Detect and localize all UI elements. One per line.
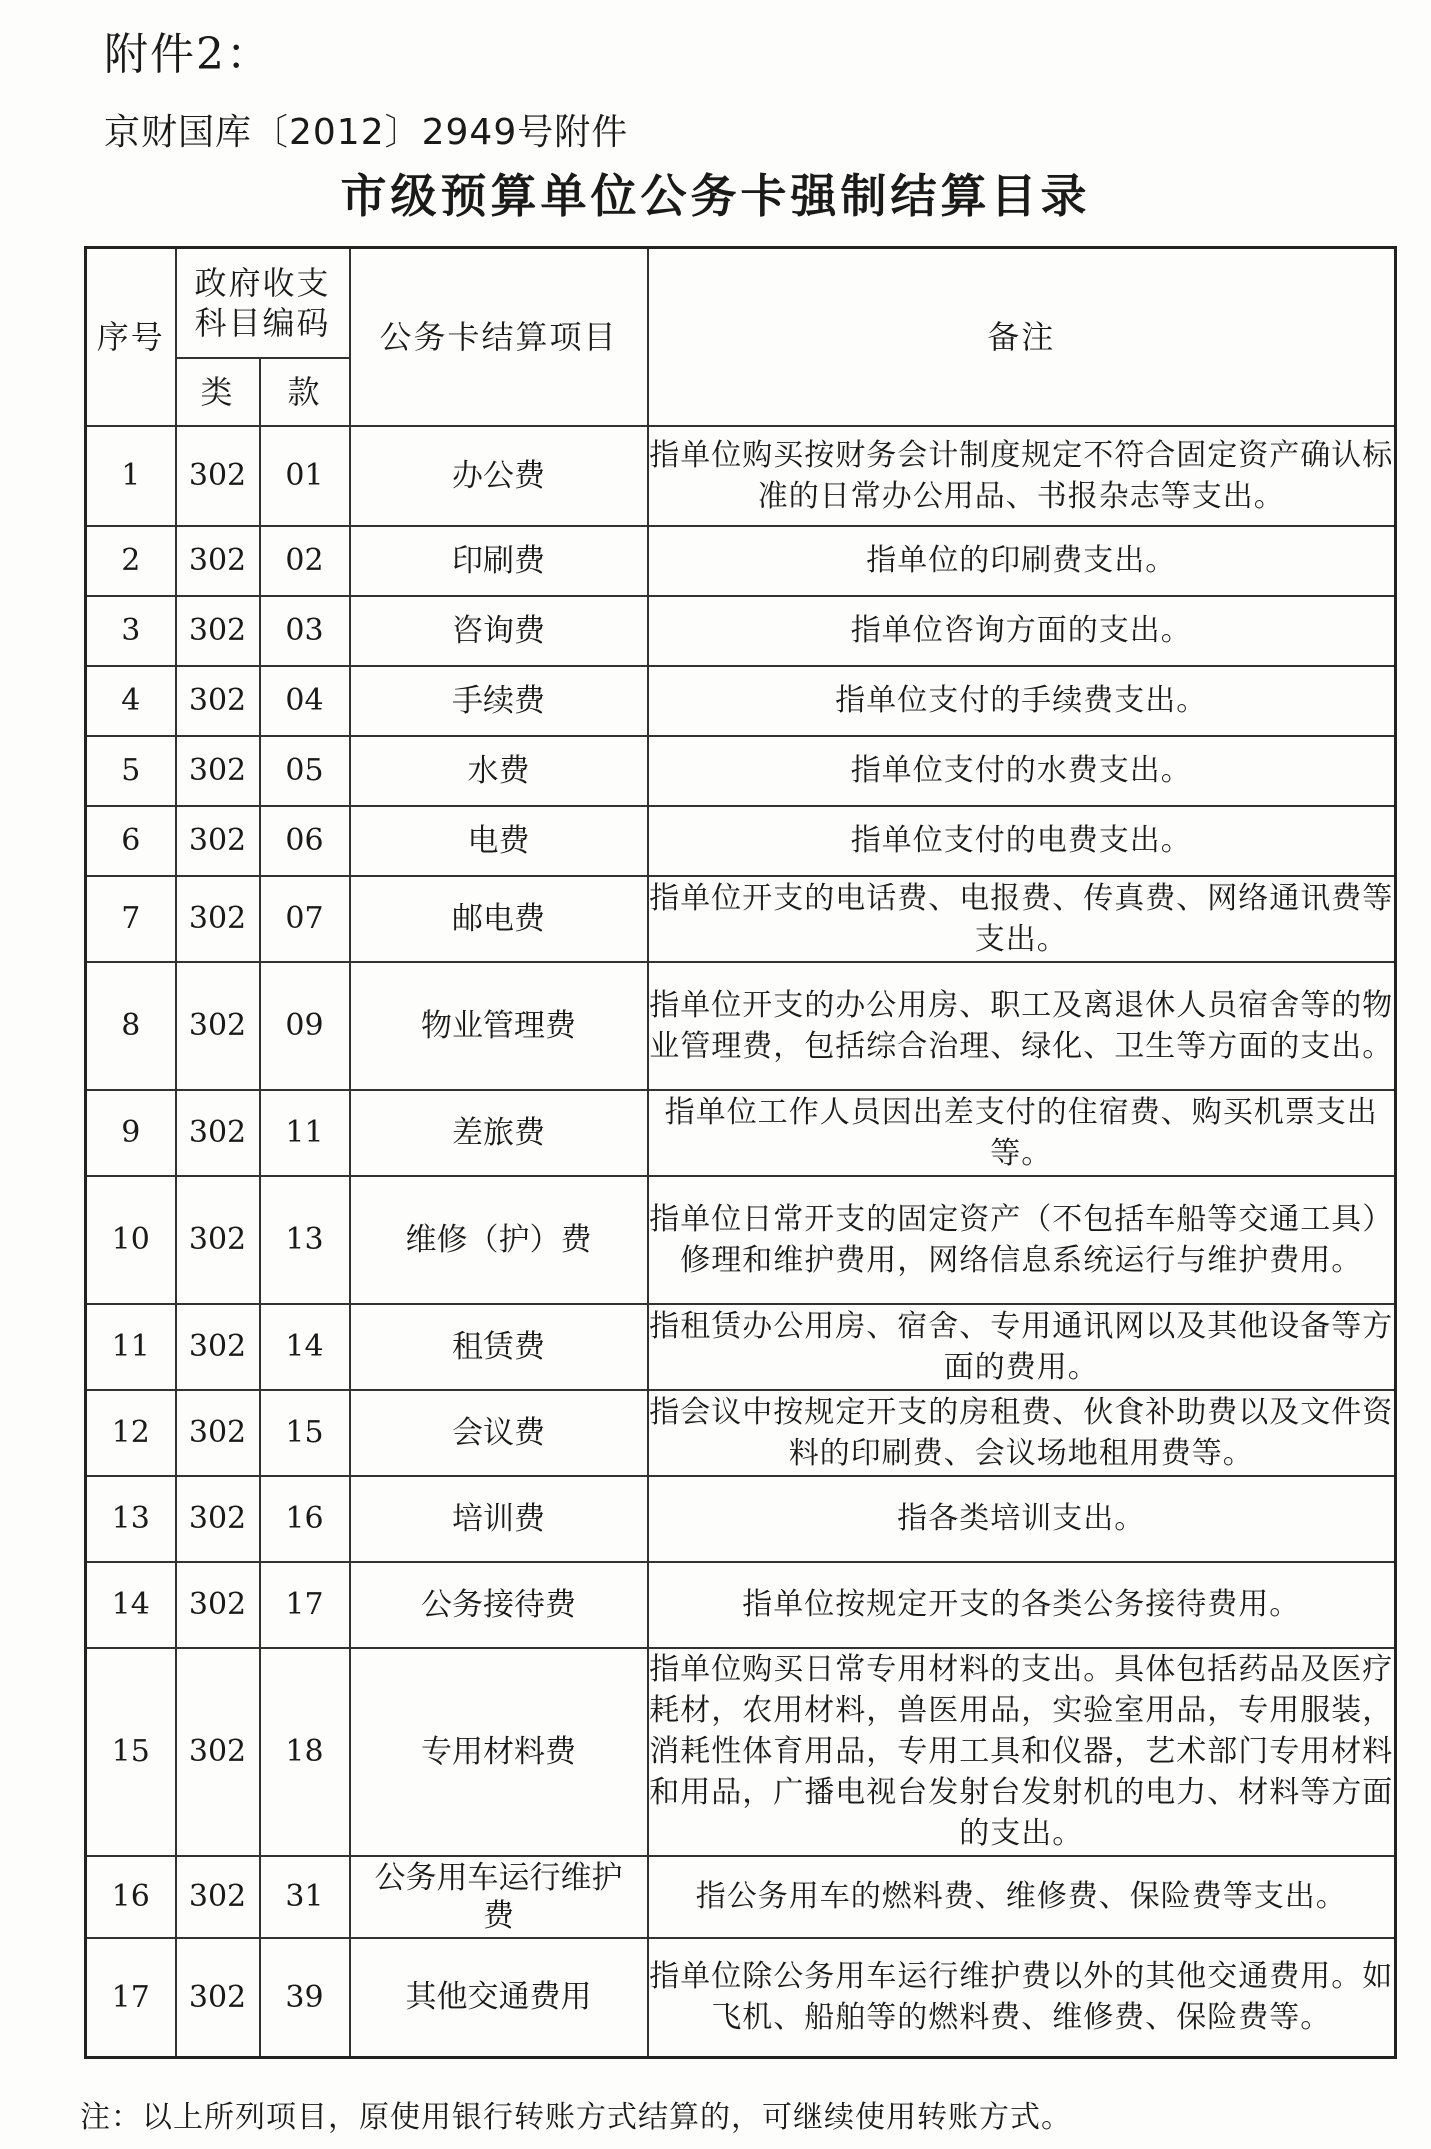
row-note: 指单位支付的手续费支出。 — [648, 666, 1396, 736]
row-kuan-code: 06 — [260, 806, 350, 876]
row-note: 指单位按规定开支的各类公务接待费用。 — [648, 1562, 1396, 1648]
row-note: 指单位购买按财务会计制度规定不符合固定资产确认标准的日常办公用品、书报杂志等支出。 — [648, 426, 1396, 526]
row-kuan-code: 14 — [260, 1304, 350, 1390]
row-lei-code: 302 — [176, 1476, 260, 1562]
row-seq: 15 — [86, 1648, 176, 1856]
row-item: 租赁费 — [350, 1304, 648, 1390]
row-kuan-code: 17 — [260, 1562, 350, 1648]
row-item: 电费 — [350, 806, 648, 876]
row-note: 指单位购买日常专用材料的支出。具体包括药品及医疗耗材，农用材料，兽医用品，实验室用品，专用服装，消耗性体育用品，专用工具和仪器，艺术部门专用材料和用品，广播电视台发射台发射机的电力、材料等方面的支出。 — [648, 1648, 1396, 1856]
row-note: 指单位除公务用车运行维护费以外的其他交通费用。如飞机、船舶等的燃料费、维修费、保险费等。 — [648, 1938, 1396, 2058]
header-code-group — [176, 248, 350, 358]
row-item: 手续费 — [350, 666, 648, 736]
row-kuan-code: 15 — [260, 1390, 350, 1476]
row-lei-code: 302 — [176, 1090, 260, 1176]
row-item: 水费 — [350, 736, 648, 806]
row-lei-code: 302 — [176, 1304, 260, 1390]
row-item: 物业管理费 — [350, 962, 648, 1090]
row-note: 指会议中按规定开支的房租费、伙食补助费以及文件资料的印刷费、会议场地租用费等。 — [648, 1390, 1396, 1476]
header-lei: 类 — [176, 358, 260, 426]
row-lei-code: 302 — [176, 526, 260, 596]
row-kuan-code: 13 — [260, 1176, 350, 1304]
row-kuan-code: 31 — [260, 1856, 350, 1938]
row-item: 邮电费 — [350, 876, 648, 962]
row-seq: 12 — [86, 1390, 176, 1476]
row-item: 培训费 — [350, 1476, 648, 1562]
table-row — [86, 962, 1396, 1090]
row-lei-code: 302 — [176, 666, 260, 736]
table-row — [86, 1938, 1396, 2058]
row-kuan-code: 05 — [260, 736, 350, 806]
header-kuan: 款 — [260, 358, 350, 426]
row-lei-code: 302 — [176, 876, 260, 962]
row-seq: 16 — [86, 1856, 176, 1938]
row-kuan-code: 07 — [260, 876, 350, 962]
header-item: 公务卡结算项目 — [350, 248, 648, 426]
table-row — [86, 1304, 1396, 1390]
row-note: 指单位的印刷费支出。 — [648, 526, 1396, 596]
row-item: 印刷费 — [350, 526, 648, 596]
row-kuan-code: 11 — [260, 1090, 350, 1176]
row-kuan-code: 39 — [260, 1938, 350, 2058]
row-item: 会议费 — [350, 1390, 648, 1476]
row-lei-code: 302 — [176, 962, 260, 1090]
row-note: 指单位日常开支的固定资产（不包括车船等交通工具）修理和维护费用，网络信息系统运行与维护费用。 — [648, 1176, 1396, 1304]
table-row — [86, 876, 1396, 962]
row-item: 公务接待费 — [350, 1562, 648, 1648]
row-kuan-code: 01 — [260, 426, 350, 526]
row-lei-code: 302 — [176, 1648, 260, 1856]
catalog-body — [86, 426, 1396, 2058]
document-reference: 京财国库〔2012〕2949号附件 — [104, 112, 629, 153]
row-item: 维修（护）费 — [350, 1176, 648, 1304]
table-row — [86, 1090, 1396, 1176]
table-row — [86, 1856, 1396, 1938]
row-seq: 6 — [86, 806, 176, 876]
row-seq: 8 — [86, 962, 176, 1090]
row-seq: 17 — [86, 1938, 176, 2058]
row-seq: 1 — [86, 426, 176, 526]
table-row — [86, 596, 1396, 666]
row-note: 指公务用车的燃料费、维修费、保险费等支出。 — [648, 1856, 1396, 1938]
table-row — [86, 736, 1396, 806]
row-note: 指单位支付的水费支出。 — [648, 736, 1396, 806]
header-seq: 序号 — [86, 248, 176, 426]
row-item: 咨询费 — [350, 596, 648, 666]
table-row — [86, 806, 1396, 876]
row-lei-code: 302 — [176, 1562, 260, 1648]
settlement-catalog-table — [84, 246, 1397, 2059]
table-row — [86, 1176, 1396, 1304]
row-seq: 2 — [86, 526, 176, 596]
row-note: 指单位工作人员因出差支付的住宿费、购买机票支出等。 — [648, 1090, 1396, 1176]
row-lei-code: 302 — [176, 596, 260, 666]
row-item: 差旅费 — [350, 1090, 648, 1176]
row-seq: 3 — [86, 596, 176, 666]
row-seq: 10 — [86, 1176, 176, 1304]
page-title: 市级预算单位公务卡强制结算目录 — [340, 169, 1091, 223]
row-seq: 5 — [86, 736, 176, 806]
row-note: 指单位开支的电话费、电报费、传真费、网络通讯费等支出。 — [648, 876, 1396, 962]
header-note: 备注 — [648, 248, 1396, 426]
row-seq: 7 — [86, 876, 176, 962]
table-row — [86, 526, 1396, 596]
row-lei-code: 302 — [176, 806, 260, 876]
table-row — [86, 666, 1396, 736]
row-lei-code: 302 — [176, 1176, 260, 1304]
row-seq: 4 — [86, 666, 176, 736]
row-note: 指各类培训支出。 — [648, 1476, 1396, 1562]
table-row — [86, 1562, 1396, 1648]
row-lei-code: 302 — [176, 1856, 260, 1938]
row-kuan-code: 09 — [260, 962, 350, 1090]
header-code-group-text: 政府收支科目编码 — [194, 263, 331, 342]
row-item: 办公费 — [350, 426, 648, 526]
attachment-label: 附件2： — [104, 29, 272, 80]
row-item: 专用材料费 — [350, 1648, 648, 1856]
row-note: 指单位开支的办公用房、职工及离退休人员宿舍等的物业管理费，包括综合治理、绿化、卫生等方面的支出。 — [648, 962, 1396, 1090]
table-row — [86, 1390, 1396, 1476]
row-item: 其他交通费用 — [350, 1938, 648, 2058]
row-kuan-code: 16 — [260, 1476, 350, 1562]
table-row — [86, 426, 1396, 526]
table-row — [86, 1476, 1396, 1562]
footnote: 注：以上所列项目，原使用银行转账方式结算的，可继续使用转账方式。 — [80, 2100, 1072, 2135]
row-kuan-code: 02 — [260, 526, 350, 596]
row-kuan-code: 03 — [260, 596, 350, 666]
row-item: 公务用车运行维护费 — [350, 1856, 648, 1938]
row-seq: 13 — [86, 1476, 176, 1562]
row-lei-code: 302 — [176, 1390, 260, 1476]
row-note: 指租赁办公用房、宿舍、专用通讯网以及其他设备等方面的费用。 — [648, 1304, 1396, 1390]
row-lei-code: 302 — [176, 736, 260, 806]
row-lei-code: 302 — [176, 426, 260, 526]
row-kuan-code: 18 — [260, 1648, 350, 1856]
row-note: 指单位支付的电费支出。 — [648, 806, 1396, 876]
row-seq: 11 — [86, 1304, 176, 1390]
row-seq: 9 — [86, 1090, 176, 1176]
row-lei-code: 302 — [176, 1938, 260, 2058]
row-kuan-code: 04 — [260, 666, 350, 736]
row-note: 指单位咨询方面的支出。 — [648, 596, 1396, 666]
row-seq: 14 — [86, 1562, 176, 1648]
table-row — [86, 1648, 1396, 1856]
